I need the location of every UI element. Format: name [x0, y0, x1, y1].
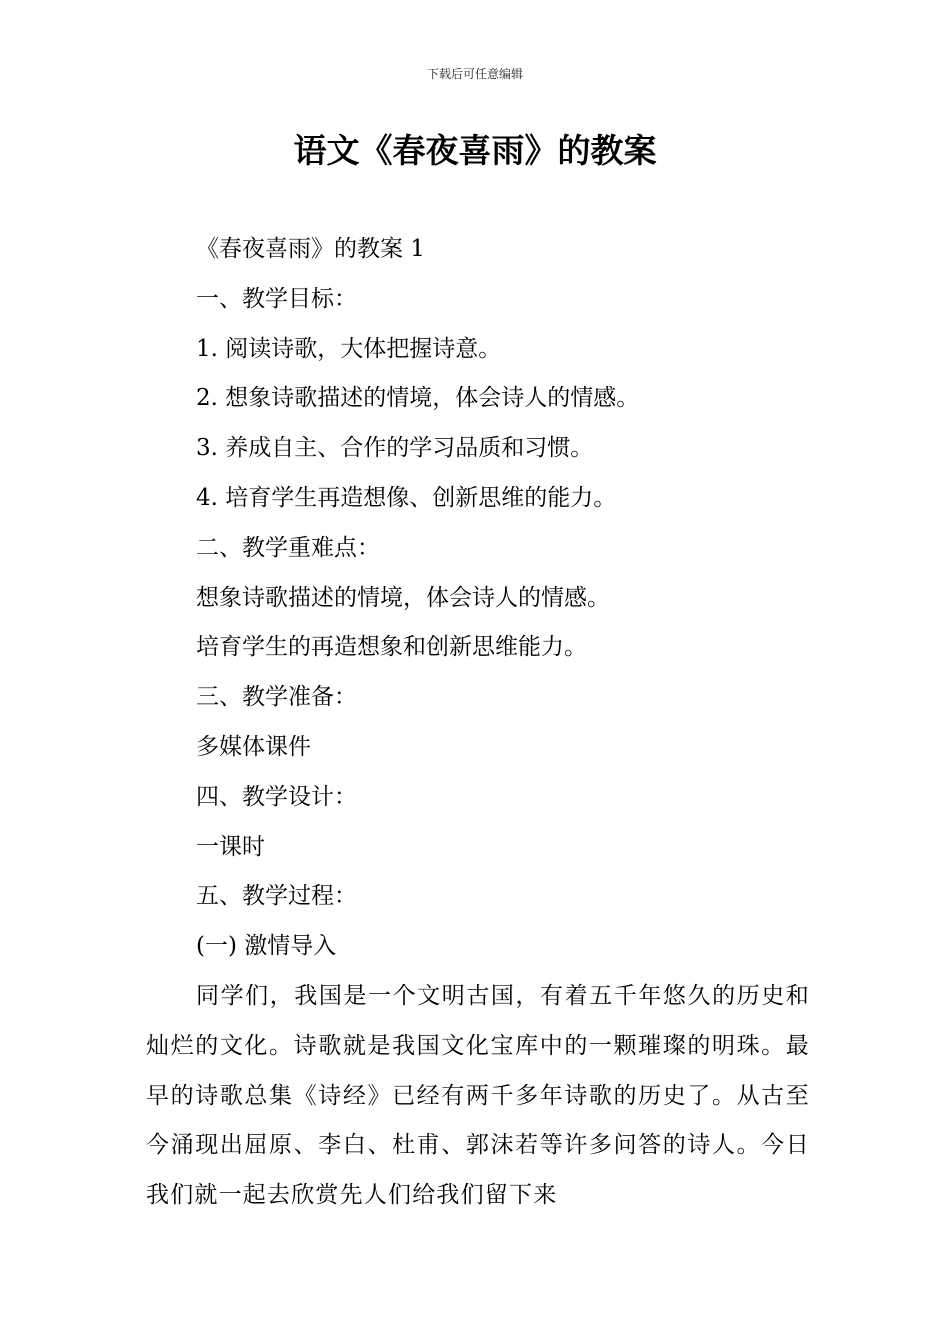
- section-heading-process: 五、教学过程：: [196, 883, 357, 910]
- preparation-item: 多媒体课件: [196, 733, 311, 760]
- section-heading-key-points: 二、教学重难点：: [196, 534, 380, 561]
- objective-item-4: 4. 培育学生再造想像、创新思维的能力。: [196, 484, 617, 511]
- document-title: 语文《春夜喜雨》的教案: [293, 131, 657, 170]
- key-point-1: 想象诗歌描述的情境，体会诗人的情感。: [196, 584, 610, 611]
- intro-paragraph: 同学们，我国是一个文明古国，有着五千年悠久的历史和灿烂的文化。诗歌就是我国文化宝库中的一颗璀璨的明珠。最早的诗歌总集《诗经》已经有两千多年诗歌的历史了。从古至今涌现出屈原、李白、杜甫、郭沫若等许多问答的诗人。今日我们就一起去欣赏先人们给我们留下来: [146, 983, 810, 1209]
- key-point-2: 培育学生的再造想象和创新思维能力。: [196, 634, 587, 661]
- objective-item-1: 1. 阅读诗歌，大体把握诗意。: [196, 335, 502, 362]
- section-heading-preparation: 三、教学准备：: [196, 684, 357, 711]
- objective-item-2: 2. 想象诗歌描述的情境，体会诗人的情感。: [196, 385, 640, 412]
- objective-item-3: 3. 养成自主、合作的学习品质和习惯。: [196, 435, 594, 462]
- process-step-1-heading: (一) 激情导入: [196, 933, 337, 960]
- design-item: 一课时: [196, 833, 265, 860]
- section-heading-design: 四、教学设计：: [196, 783, 357, 810]
- section-heading-objectives: 一、教学目标：: [196, 285, 357, 312]
- lesson-outline: [196, 225, 816, 972]
- section-heading-lesson-plan: 《春夜喜雨》的教案 1: [196, 236, 425, 262]
- header-note: 下载后可任意编辑: [426, 67, 523, 81]
